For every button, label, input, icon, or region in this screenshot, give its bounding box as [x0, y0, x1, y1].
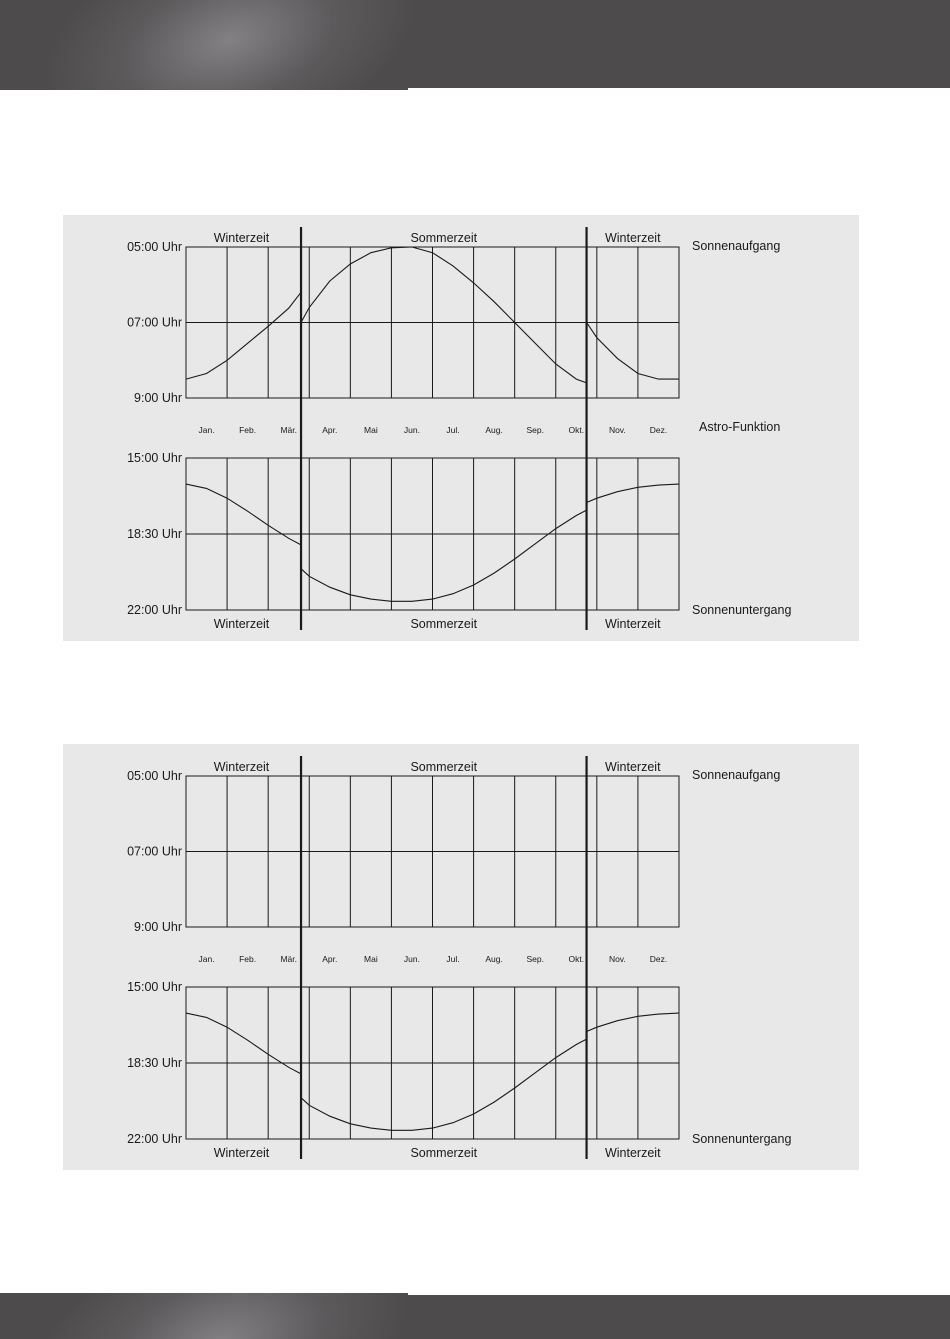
month-label: Mai — [364, 954, 378, 964]
season-label-winter-bottom: Winterzeit — [604, 617, 661, 631]
month-label: Jun. — [403, 425, 420, 435]
lower-ytick-label: 18:30 Uhr — [127, 1056, 182, 1070]
season-label-winter-top: Winterzeit — [213, 231, 270, 245]
season-label-summer-top: Sommerzeit — [410, 231, 478, 245]
lower-series-line — [301, 510, 587, 601]
astro-chart-panel-2 — [63, 744, 859, 1170]
upper-ytick-label: 05:00 Uhr — [127, 769, 182, 783]
upper-right-label: Sonnenaufgang — [692, 239, 781, 253]
season-label-winter-top: Winterzeit — [604, 231, 661, 245]
header-band — [0, 0, 950, 90]
footer-highlight — [5, 1293, 434, 1339]
lower-series-line — [587, 484, 679, 502]
lower-series-line — [186, 484, 301, 545]
month-label: Aug. — [485, 954, 503, 964]
season-label-summer-top: Sommerzeit — [410, 760, 478, 774]
month-label: Apr. — [322, 954, 338, 964]
month-label: Jul. — [446, 954, 460, 964]
upper-series-line — [587, 323, 679, 380]
lower-ytick-label: 22:00 Uhr — [127, 603, 182, 617]
astro-chart-panel-1 — [63, 215, 859, 641]
month-label: Jan. — [198, 954, 215, 964]
upper-right-label: Sonnenaufgang — [692, 768, 781, 782]
month-label: Apr. — [322, 425, 338, 435]
lower-ytick-label: 22:00 Uhr — [127, 1132, 182, 1146]
footer-band — [0, 1293, 950, 1339]
season-label-winter-bottom: Winterzeit — [213, 1146, 270, 1160]
upper-ytick-label: 07:00 Uhr — [127, 844, 182, 859]
lower-ytick-label: 15:00 Uhr — [127, 980, 182, 994]
month-label: Jan. — [198, 425, 215, 435]
header-highlight — [15, 0, 444, 90]
month-label: Feb. — [239, 954, 257, 964]
astro-chart-1 — [63, 215, 859, 641]
chart-title: Astro-Funktion — [699, 420, 781, 434]
lower-right-label: Sonnenuntergang — [692, 1132, 792, 1146]
upper-ytick-label: 07:00 Uhr — [127, 315, 182, 330]
lower-ytick-label: 18:30 Uhr — [127, 527, 182, 541]
month-label: Dez. — [649, 954, 668, 964]
month-label: Okt. — [568, 425, 585, 435]
month-label: Jul. — [446, 425, 460, 435]
upper-series-line — [301, 247, 587, 383]
month-label: Jun. — [403, 954, 420, 964]
upper-ytick-label: 9:00 Uhr — [134, 920, 182, 934]
month-label: Sep. — [526, 425, 544, 435]
season-label-winter-top: Winterzeit — [213, 760, 270, 774]
season-label-winter-bottom: Winterzeit — [213, 617, 270, 631]
header-cut-line — [408, 88, 950, 90]
season-label-winter-top: Winterzeit — [604, 760, 661, 774]
upper-ytick-label: 05:00 Uhr — [127, 240, 182, 254]
upper-series-line — [186, 292, 301, 379]
month-label: Feb. — [239, 425, 257, 435]
lower-ytick-label: 15:00 Uhr — [127, 451, 182, 465]
upper-ytick-label: 9:00 Uhr — [134, 391, 182, 405]
season-label-summer-bottom: Sommerzeit — [410, 617, 478, 631]
footer-cut-line — [408, 1293, 950, 1295]
astro-chart-2 — [63, 744, 859, 1170]
month-label: Mai — [364, 425, 378, 435]
season-label-summer-bottom: Sommerzeit — [410, 1146, 478, 1160]
month-label: Nov. — [608, 425, 626, 435]
lower-series-line — [186, 1013, 301, 1074]
month-label: Sep. — [526, 954, 544, 964]
month-label: Dez. — [649, 425, 668, 435]
lower-series-line — [301, 1039, 587, 1130]
month-label: Okt. — [568, 954, 585, 964]
season-label-winter-bottom: Winterzeit — [604, 1146, 661, 1160]
lower-series-line — [587, 1013, 679, 1031]
month-label: Mär. — [280, 425, 297, 435]
month-label: Mär. — [280, 954, 297, 964]
lower-right-label: Sonnenuntergang — [692, 603, 792, 617]
month-label: Nov. — [608, 954, 626, 964]
month-label: Aug. — [485, 425, 503, 435]
